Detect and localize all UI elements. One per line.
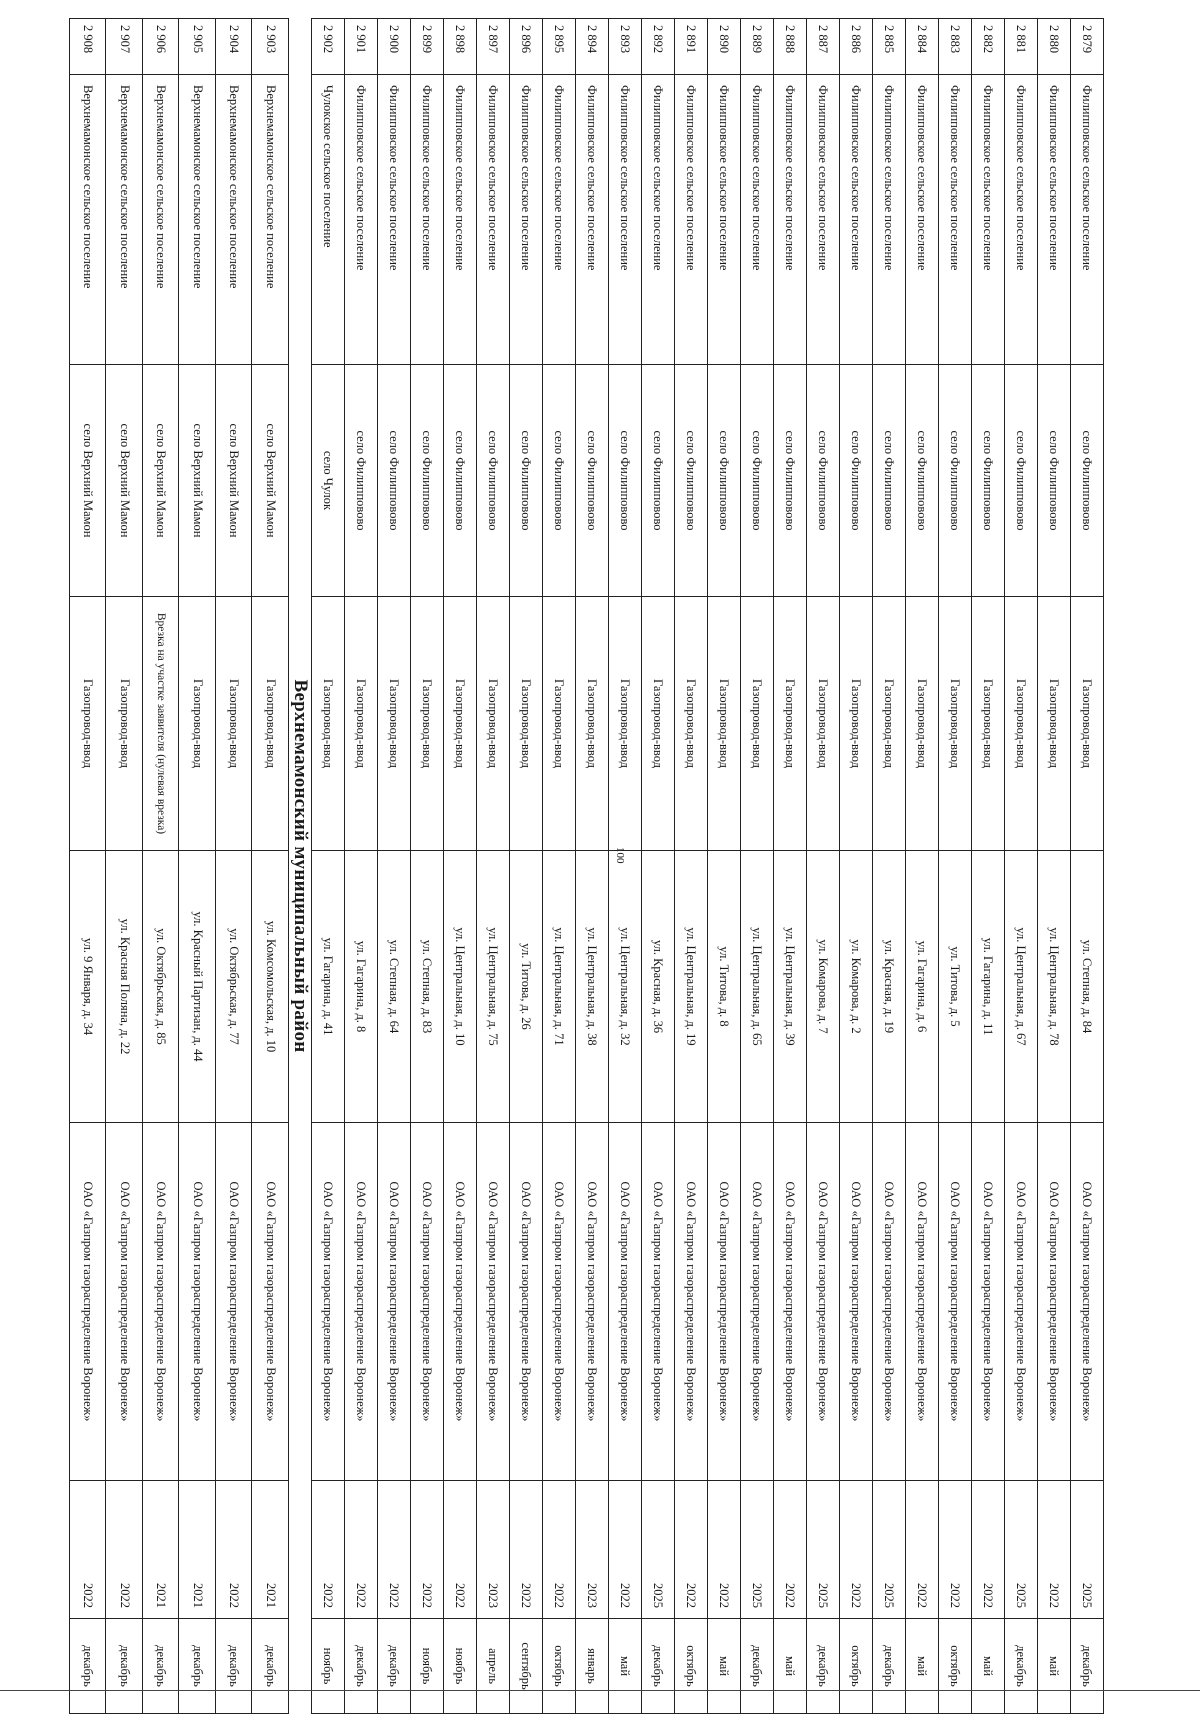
table-row (444, 19, 477, 1714)
cell-settlement: Филипповское сельское поселение (741, 75, 774, 365)
cell-month: декабрь (807, 1619, 840, 1714)
cell-number: 2 889 (741, 19, 774, 75)
table-row (345, 19, 378, 1714)
table-row (252, 19, 289, 1714)
cell-year: 2022 (675, 1481, 708, 1619)
cell-number: 2 888 (774, 19, 807, 75)
cell-month: декабрь (216, 1619, 253, 1714)
cell-address: ул. 9 Января, д. 34 (70, 851, 107, 1123)
cell-address: ул. Красная, д. 19 (873, 851, 906, 1123)
cell-address: ул. Красная, д. 36 (642, 851, 675, 1123)
cell-number: 2 905 (179, 19, 216, 75)
cell-number: 2 893 (609, 19, 642, 75)
cell-object: Газопровод-ввод (1005, 597, 1038, 851)
gas-pipeline-table (69, 18, 1104, 1714)
cell-month: ноябрь (411, 1619, 444, 1714)
cell-settlement: Филипповское сельское поселение (939, 75, 972, 365)
cell-object: Газопровод-ввод (807, 597, 840, 851)
cell-address: ул. Центральная, д. 39 (774, 851, 807, 1123)
cell-address: ул. Красная Поляна, д. 22 (106, 851, 143, 1123)
cell-year: 2022 (216, 1481, 253, 1619)
cell-address: ул. Центральная, д. 71 (543, 851, 576, 1123)
cell-owner: ОАО «Газпром газораспределение Воронеж» (378, 1123, 411, 1481)
cell-owner: ОАО «Газпром газораспределение Воронеж» (708, 1123, 741, 1481)
cell-locality: село Филипповово (1071, 365, 1104, 597)
cell-address: ул. Степная, д. 83 (411, 851, 444, 1123)
cell-object: Газопровод-ввод (252, 597, 289, 851)
cell-month: декабрь (1005, 1619, 1038, 1714)
cell-month: май (774, 1619, 807, 1714)
cell-address: ул. Центральная, д. 67 (1005, 851, 1038, 1123)
cell-year: 2022 (972, 1481, 1005, 1619)
table-row (477, 19, 510, 1714)
cell-settlement: Филипповское сельское поселение (609, 75, 642, 365)
cell-address: ул. Титова, д. 26 (510, 851, 543, 1123)
cell-number: 2 898 (444, 19, 477, 75)
cell-month: декабрь (642, 1619, 675, 1714)
table-row (1071, 19, 1104, 1714)
cell-number: 2 903 (252, 19, 289, 75)
cell-month: май (906, 1619, 939, 1714)
cell-locality: село Филипповово (1005, 365, 1038, 597)
table-row (510, 19, 543, 1714)
cell-owner: ОАО «Газпром газораспределение Воронеж» (543, 1123, 576, 1481)
cell-object: Газопровод-ввод (345, 597, 378, 851)
cell-month: декабрь (179, 1619, 216, 1714)
cell-settlement: Филипповское сельское поселение (906, 75, 939, 365)
table-row (972, 19, 1005, 1714)
cell-object: Газопровод-ввод (675, 597, 708, 851)
cell-address: ул. Комсомольская, д. 10 (252, 851, 289, 1123)
cell-year: 2022 (444, 1481, 477, 1619)
cell-month: октябрь (543, 1619, 576, 1714)
table-row (906, 19, 939, 1714)
cell-number: 2 902 (312, 19, 345, 75)
table-row (939, 19, 972, 1714)
cell-locality: село Филипповово (345, 365, 378, 597)
cell-number: 2 880 (1038, 19, 1071, 75)
cell-year: 2022 (70, 1481, 107, 1619)
table-row (411, 19, 444, 1714)
cell-locality: село Филипповово (741, 365, 774, 597)
cell-year: 2025 (741, 1481, 774, 1619)
cell-owner: ОАО «Газпром газораспределение Воронеж» (873, 1123, 906, 1481)
cell-object: Газопровод-ввод (543, 597, 576, 851)
cell-year: 2022 (1038, 1481, 1071, 1619)
cell-owner: ОАО «Газпром газораспределение Воронеж» (252, 1123, 289, 1481)
cell-locality: село Верхний Мамон (216, 365, 253, 597)
cell-object: Газопровод-ввод (477, 597, 510, 851)
cell-object: Газопровод-ввод (708, 597, 741, 851)
cell-locality: село Филипповово (576, 365, 609, 597)
cell-locality: село Филипповово (477, 365, 510, 597)
cell-locality: село Верхний Мамон (106, 365, 143, 597)
cell-month: декабрь (345, 1619, 378, 1714)
cell-owner: ОАО «Газпром газораспределение Воронеж» (675, 1123, 708, 1481)
table-row (106, 19, 143, 1714)
cell-settlement: Филипповское сельское поселение (873, 75, 906, 365)
cell-owner: ОАО «Газпром газораспределение Воронеж» (807, 1123, 840, 1481)
cell-year: 2022 (939, 1481, 972, 1619)
table-body-verkhnemamonskoe (70, 19, 289, 1714)
cell-number: 2 906 (143, 19, 180, 75)
cell-owner: ОАО «Газпром газораспределение Воронеж» (411, 1123, 444, 1481)
cell-locality: село Филипповово (939, 365, 972, 597)
table-row (675, 19, 708, 1714)
cell-locality: село Филипповово (708, 365, 741, 597)
cell-year: 2021 (252, 1481, 289, 1619)
cell-settlement: Филипповское сельское поселение (510, 75, 543, 365)
cell-year: 2025 (1071, 1481, 1104, 1619)
cell-number: 2 896 (510, 19, 543, 75)
table-row (642, 19, 675, 1714)
cell-address: ул. Центральная, д. 75 (477, 851, 510, 1123)
page-number: 100 (614, 847, 626, 864)
cell-settlement: Верхнемамонское сельское поселение (252, 75, 289, 365)
cell-year: 2022 (543, 1481, 576, 1619)
cell-year: 2025 (807, 1481, 840, 1619)
table-row (1038, 19, 1071, 1714)
cell-settlement: Филипповское сельское поселение (807, 75, 840, 365)
cell-month: декабрь (143, 1619, 180, 1714)
cell-locality: село Филипповово (642, 365, 675, 597)
cell-object: Газопровод-ввод (576, 597, 609, 851)
cell-object: Газопровод-ввод (312, 597, 345, 851)
cell-settlement: Филипповское сельское поселение (774, 75, 807, 365)
cell-locality: село Филипповово (873, 365, 906, 597)
cell-object: Газопровод-ввод (179, 597, 216, 851)
table-row (216, 19, 253, 1714)
cell-locality: село Филипповово (1038, 365, 1071, 597)
cell-locality: село Филипповово (675, 365, 708, 597)
cell-settlement: Филипповское сельское поселение (411, 75, 444, 365)
cell-address: ул. Степная, д. 64 (378, 851, 411, 1123)
cell-locality: село Филипповово (543, 365, 576, 597)
cell-address: ул. Центральная, д. 10 (444, 851, 477, 1123)
table-row (840, 19, 873, 1714)
cell-locality: село Филипповово (378, 365, 411, 597)
cell-number: 2 886 (840, 19, 873, 75)
cell-month: октябрь (840, 1619, 873, 1714)
cell-address: ул. Центральная, д. 19 (675, 851, 708, 1123)
cell-owner: ОАО «Газпром газораспределение Воронеж» (642, 1123, 675, 1481)
cell-year: 2022 (106, 1481, 143, 1619)
cell-locality: село Верхний Мамон (70, 365, 107, 597)
cell-locality: село Чулок (312, 365, 345, 597)
cell-address: ул. Титова, д. 8 (708, 851, 741, 1123)
cell-month: октябрь (675, 1619, 708, 1714)
cell-number: 2 879 (1071, 19, 1104, 75)
cell-month: декабрь (378, 1619, 411, 1714)
section-title: Верхнемамонский муниципальный район (289, 19, 312, 1714)
table-row (70, 19, 107, 1714)
cell-owner: ОАО «Газпром газораспределение Воронеж» (1005, 1123, 1038, 1481)
cell-address: ул. Комарова, д. 2 (840, 851, 873, 1123)
cell-owner: ОАО «Газпром газораспределение Воронеж» (70, 1123, 107, 1481)
cell-number: 2 904 (216, 19, 253, 75)
cell-settlement: Филипповское сельское поселение (378, 75, 411, 365)
cell-object: Газопровод-ввод (216, 597, 253, 851)
cell-month: декабрь (106, 1619, 143, 1714)
cell-address: ул. Центральная, д. 78 (1038, 851, 1071, 1123)
table-row (378, 19, 411, 1714)
cell-settlement: Верхнемамонское сельское поселение (106, 75, 143, 365)
cell-object: Газопровод-ввод (774, 597, 807, 851)
cell-locality: село Верхний Мамон (252, 365, 289, 597)
cell-object: Газопровод-ввод (873, 597, 906, 851)
cell-owner: ОАО «Газпром газораспределение Воронеж» (216, 1123, 253, 1481)
cell-month: апрель (477, 1619, 510, 1714)
table-row (708, 19, 741, 1714)
cell-settlement: Филипповское сельское поселение (543, 75, 576, 365)
cell-number: 2 900 (378, 19, 411, 75)
cell-number: 2 897 (477, 19, 510, 75)
cell-month: май (609, 1619, 642, 1714)
cell-settlement: Верхнемамонское сельское поселение (216, 75, 253, 365)
cell-number: 2 884 (906, 19, 939, 75)
cell-month: декабрь (1071, 1619, 1104, 1714)
cell-settlement: Филипповское сельское поселение (642, 75, 675, 365)
cell-object: Газопровод-ввод (106, 597, 143, 851)
cell-settlement: Верхнемамонское сельское поселение (70, 75, 107, 365)
cell-address: ул. Гагарина, д. 11 (972, 851, 1005, 1123)
cell-object: Газопровод-ввод (609, 597, 642, 851)
cell-locality: село Верхний Мамон (143, 365, 180, 597)
cell-month: декабрь (252, 1619, 289, 1714)
cell-settlement: Филипповское сельское поселение (840, 75, 873, 365)
cell-settlement: Чулокское сельское поселение (312, 75, 345, 365)
table-body-filippovskoe (312, 19, 1104, 1714)
cell-owner: ОАО «Газпром газораспределение Воронеж» (774, 1123, 807, 1481)
cell-object: Газопровод-ввод (70, 597, 107, 851)
cell-year: 2023 (576, 1481, 609, 1619)
cell-month: январь (576, 1619, 609, 1714)
table-section (289, 19, 312, 1714)
cell-object: Газопровод-ввод (906, 597, 939, 851)
cell-year: 2021 (143, 1481, 180, 1619)
cell-owner: ОАО «Газпром газораспределение Воронеж» (510, 1123, 543, 1481)
table-row (774, 19, 807, 1714)
cell-year: 2025 (873, 1481, 906, 1619)
cell-settlement: Филипповское сельское поселение (576, 75, 609, 365)
cell-year: 2022 (411, 1481, 444, 1619)
cell-month: май (708, 1619, 741, 1714)
cell-owner: ОАО «Газпром газораспределение Воронеж» (840, 1123, 873, 1481)
cell-settlement: Филипповское сельское поселение (1005, 75, 1038, 365)
cell-month: декабрь (70, 1619, 107, 1714)
cell-address: ул. Октябрьская, д. 85 (143, 851, 180, 1123)
cell-address: ул. Гагарина, д. 41 (312, 851, 345, 1123)
cell-year: 2022 (510, 1481, 543, 1619)
table-row (179, 19, 216, 1714)
cell-address: ул. Красный Партизан, д. 44 (179, 851, 216, 1123)
cell-number: 2 901 (345, 19, 378, 75)
cell-owner: ОАО «Газпром газораспределение Воронеж» (1071, 1123, 1104, 1481)
cell-object: Газопровод-ввод (1071, 597, 1104, 851)
cell-object: Газопровод-ввод (840, 597, 873, 851)
cell-month: сентябрь (510, 1619, 543, 1714)
table-row (807, 19, 840, 1714)
cell-owner: ОАО «Газпром газораспределение Воронеж» (741, 1123, 774, 1481)
table-row (1005, 19, 1038, 1714)
cell-locality: село Филипповово (510, 365, 543, 597)
cell-number: 2 887 (807, 19, 840, 75)
cell-number: 2 882 (972, 19, 1005, 75)
cell-object: Газопровод-ввод (972, 597, 1005, 851)
cell-owner: ОАО «Газпром газораспределение Воронеж» (444, 1123, 477, 1481)
cell-number: 2 891 (675, 19, 708, 75)
cell-locality: село Филипповово (972, 365, 1005, 597)
cell-address: ул. Титова, д. 5 (939, 851, 972, 1123)
cell-year: 2021 (179, 1481, 216, 1619)
table-row (609, 19, 642, 1714)
cell-object: Газопровод-ввод (378, 597, 411, 851)
cell-owner: ОАО «Газпром газораспределение Воронеж» (143, 1123, 180, 1481)
cell-year: 2022 (378, 1481, 411, 1619)
cell-address: ул. Центральная, д. 65 (741, 851, 774, 1123)
cell-locality: село Филипповово (609, 365, 642, 597)
cell-object: Газопровод-ввод (741, 597, 774, 851)
cell-address: ул. Октябрьская, д. 77 (216, 851, 253, 1123)
cell-owner: ОАО «Газпром газораспределение Воронеж» (345, 1123, 378, 1481)
cell-year: 2025 (642, 1481, 675, 1619)
cell-settlement: Филипповское сельское поселение (345, 75, 378, 365)
cell-owner: ОАО «Газпром газораспределение Воронеж» (106, 1123, 143, 1481)
cell-settlement: Филипповское сельское поселение (675, 75, 708, 365)
cell-settlement: Филипповское сельское поселение (1038, 75, 1071, 365)
cell-object: Газопровод-ввод (1038, 597, 1071, 851)
cell-address: ул. Центральная, д. 32 (609, 851, 642, 1123)
cell-year: 2022 (345, 1481, 378, 1619)
cell-locality: село Филипповово (444, 365, 477, 597)
table-row (312, 19, 345, 1714)
scan-edge-line (0, 1690, 1200, 1691)
cell-object: Газопровод-ввод (510, 597, 543, 851)
cell-object: Врезка на участке заявителя (нулевая врезка) (143, 597, 180, 851)
cell-number: 2 908 (70, 19, 107, 75)
cell-year: 2022 (906, 1481, 939, 1619)
cell-settlement: Филипповское сельское поселение (708, 75, 741, 365)
cell-settlement: Филипповское сельское поселение (444, 75, 477, 365)
cell-owner: ОАО «Газпром газораспределение Воронеж» (477, 1123, 510, 1481)
cell-locality: село Филипповово (774, 365, 807, 597)
cell-year: 2022 (312, 1481, 345, 1619)
cell-locality: село Филипповово (840, 365, 873, 597)
cell-object: Газопровод-ввод (939, 597, 972, 851)
cell-locality: село Филипповово (807, 365, 840, 597)
cell-month: октябрь (939, 1619, 972, 1714)
cell-owner: ОАО «Газпром газораспределение Воронеж» (1038, 1123, 1071, 1481)
table-row (543, 19, 576, 1714)
cell-address: ул. Степная, д. 84 (1071, 851, 1104, 1123)
cell-number: 2 894 (576, 19, 609, 75)
cell-number: 2 899 (411, 19, 444, 75)
cell-settlement: Верхнемамонское сельское поселение (179, 75, 216, 365)
cell-year: 2022 (840, 1481, 873, 1619)
cell-owner: ОАО «Газпром газораспределение Воронеж» (972, 1123, 1005, 1481)
cell-month: декабрь (873, 1619, 906, 1714)
cell-month: май (1038, 1619, 1071, 1714)
table-row (873, 19, 906, 1714)
cell-month: ноябрь (312, 1619, 345, 1714)
cell-year: 2022 (708, 1481, 741, 1619)
cell-month: май (972, 1619, 1005, 1714)
cell-year: 2022 (609, 1481, 642, 1619)
table-row (741, 19, 774, 1714)
cell-address: ул. Гагарина, д. 6 (906, 851, 939, 1123)
cell-number: 2 895 (543, 19, 576, 75)
cell-number: 2 881 (1005, 19, 1038, 75)
cell-owner: ОАО «Газпром газораспределение Воронеж» (609, 1123, 642, 1481)
cell-address: ул. Центральная, д. 38 (576, 851, 609, 1123)
cell-settlement: Филипповское сельское поселение (1071, 75, 1104, 365)
cell-settlement: Филипповское сельское поселение (972, 75, 1005, 365)
cell-month: ноябрь (444, 1619, 477, 1714)
cell-address: ул. Гагарина, д. 8 (345, 851, 378, 1123)
cell-owner: ОАО «Газпром газораспределение Воронеж» (906, 1123, 939, 1481)
cell-owner: ОАО «Газпром газораспределение Воронеж» (179, 1123, 216, 1481)
cell-owner: ОАО «Газпром газораспределение Воронеж» (939, 1123, 972, 1481)
cell-settlement: Филипповское сельское поселение (477, 75, 510, 365)
cell-object: Газопровод-ввод (444, 597, 477, 851)
cell-year: 2025 (1005, 1481, 1038, 1619)
cell-number: 2 885 (873, 19, 906, 75)
cell-month: декабрь (741, 1619, 774, 1714)
cell-number: 2 907 (106, 19, 143, 75)
cell-locality: село Филипповово (411, 365, 444, 597)
cell-number: 2 883 (939, 19, 972, 75)
table-row (143, 19, 180, 1714)
section-row (289, 19, 312, 1714)
cell-year: 2023 (477, 1481, 510, 1619)
cell-object: Газопровод-ввод (642, 597, 675, 851)
cell-owner: ОАО «Газпром газораспределение Воронеж» (576, 1123, 609, 1481)
rotated-page (74, 18, 1104, 1713)
table-row (576, 19, 609, 1714)
cell-address: ул. Комарова, д. 7 (807, 851, 840, 1123)
cell-owner: ОАО «Газпром газораспределение Воронеж» (312, 1123, 345, 1481)
cell-settlement: Верхнемамонское сельское поселение (143, 75, 180, 365)
cell-locality: село Верхний Мамон (179, 365, 216, 597)
cell-number: 2 890 (708, 19, 741, 75)
cell-locality: село Филипповово (906, 365, 939, 597)
cell-object: Газопровод-ввод (411, 597, 444, 851)
cell-number: 2 892 (642, 19, 675, 75)
cell-year: 2022 (774, 1481, 807, 1619)
